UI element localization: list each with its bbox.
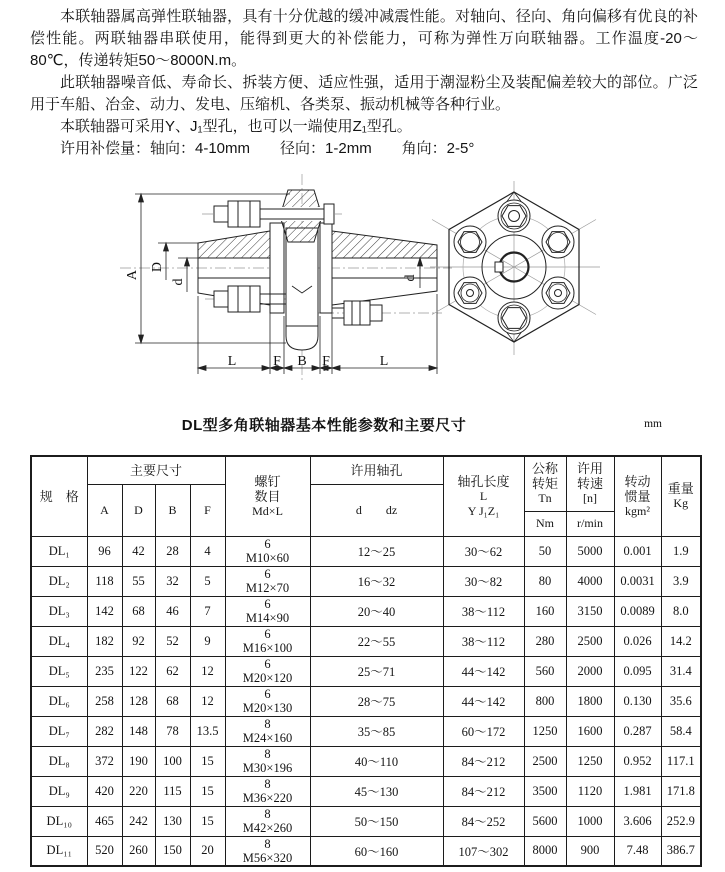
- paragraph-applications: 此联轴器噪音低、寿命长、拆装方便、适应性强，适用于潮湿粉尘及装配偏差较大的部位。广泛用于车船、冶金、动力、发电、压缩机、各类泵、振动机械等各种行业。: [30, 74, 698, 113]
- cell-inertia: 0.095: [614, 656, 661, 686]
- cell-dim-F: 12: [190, 656, 225, 686]
- cell-torque: 3500: [524, 776, 566, 806]
- cell-bore-range: 35～85: [310, 716, 443, 746]
- bolt-lower-right: [542, 277, 574, 309]
- cell-length-range: 60～172: [443, 716, 524, 746]
- cell-dim-F: 12: [190, 686, 225, 716]
- col-header-F: F: [190, 484, 225, 536]
- cell-length-range: 38～112: [443, 596, 524, 626]
- cell-spec: DL₆: [31, 686, 87, 716]
- cell-dim-F: 5: [190, 566, 225, 596]
- cell-inertia: 0.952: [614, 746, 661, 776]
- cell-length-range: 107～302: [443, 836, 524, 866]
- cell-dim-B: 78: [155, 716, 190, 746]
- cell-dim-B: 32: [155, 566, 190, 596]
- cell-dim-B: 52: [155, 626, 190, 656]
- dim-label-d-right: d: [403, 274, 418, 282]
- cell-weight: 252.9: [661, 806, 701, 836]
- cell-bore-range: 25～71: [310, 656, 443, 686]
- cell-dim-D: 92: [122, 626, 155, 656]
- cell-dim-F: 15: [190, 776, 225, 806]
- cell-dim-F: 13.5: [190, 716, 225, 746]
- cell-bore-range: 60～160: [310, 836, 443, 866]
- cell-inertia: 0.0089: [614, 596, 661, 626]
- cell-dim-D: 55: [122, 566, 155, 596]
- table-row: [31, 746, 701, 776]
- cell-torque: 8000: [524, 836, 566, 866]
- table-row: [31, 596, 701, 626]
- coupling-end-view: [430, 181, 600, 355]
- cell-dim-B: 115: [155, 776, 190, 806]
- dim-label-L-right: L: [379, 354, 389, 369]
- bolt-top: [498, 200, 530, 232]
- cell-speed: 1120: [566, 776, 614, 806]
- col-header-inertia: 转动 惯量 kgm²: [614, 456, 661, 536]
- cell-torque: 5600: [524, 806, 566, 836]
- cell-weight: 31.4: [661, 656, 701, 686]
- cell-speed: 2500: [566, 626, 614, 656]
- cell-dim-A: 420: [87, 776, 122, 806]
- cell-dim-D: 190: [122, 746, 155, 776]
- cell-weight: 117.1: [661, 746, 701, 776]
- cell-speed: 5000: [566, 536, 614, 566]
- col-header-torque: 公称 转矩 Tn: [524, 456, 566, 511]
- cell-length-range: 84～212: [443, 746, 524, 776]
- cell-bore-range: 22～55: [310, 626, 443, 656]
- cell-dim-B: 46: [155, 596, 190, 626]
- cell-screws: 6 M12×70: [225, 566, 310, 596]
- cell-spec: DL₁₀: [31, 806, 87, 836]
- cell-bore-range: 45～130: [310, 776, 443, 806]
- cell-weight: 58.4: [661, 716, 701, 746]
- bolt-bottom: [498, 302, 530, 334]
- dim-label-D: D: [150, 261, 165, 273]
- cell-screws: 6 M10×60: [225, 536, 310, 566]
- cell-spec: DL₄: [31, 626, 87, 656]
- cell-dim-B: 130: [155, 806, 190, 836]
- cell-spec: DL₇: [31, 716, 87, 746]
- cell-length-range: 44～142: [443, 656, 524, 686]
- bolt-lower-left: [454, 277, 486, 309]
- cell-dim-A: 142: [87, 596, 122, 626]
- cell-inertia: 3.606: [614, 806, 661, 836]
- bolt-upper-left: [454, 226, 486, 258]
- table-title: DL型多角联轴器基本性能参数和主要尺寸: [181, 417, 467, 434]
- table-row: [31, 626, 701, 656]
- cell-bore-range: 40～110: [310, 746, 443, 776]
- table-body: [31, 536, 701, 866]
- cell-torque: 80: [524, 566, 566, 596]
- col-header-B: B: [155, 484, 190, 536]
- cell-dim-F: 4: [190, 536, 225, 566]
- col-header-bore: 许用轴孔: [310, 456, 443, 484]
- cell-speed: 1800: [566, 686, 614, 716]
- cell-dim-A: 118: [87, 566, 122, 596]
- cell-screws: 6 M20×120: [225, 656, 310, 686]
- cell-dim-D: 148: [122, 716, 155, 746]
- col-header-A: A: [87, 484, 122, 536]
- cell-dim-B: 150: [155, 836, 190, 866]
- cell-weight: 386.7: [661, 836, 701, 866]
- cell-dim-A: 520: [87, 836, 122, 866]
- col-header-bore-length: 轴孔长度 L Y J₁Z₁: [443, 456, 524, 536]
- cell-spec: DL₈: [31, 746, 87, 776]
- cell-torque: 800: [524, 686, 566, 716]
- cell-dim-F: 20: [190, 836, 225, 866]
- cell-dim-D: 220: [122, 776, 155, 806]
- cell-speed: 1000: [566, 806, 614, 836]
- cell-dim-A: 96: [87, 536, 122, 566]
- cell-torque: 2500: [524, 746, 566, 776]
- table-row: [31, 806, 701, 836]
- cell-weight: 8.0: [661, 596, 701, 626]
- cell-dim-F: 15: [190, 746, 225, 776]
- cell-weight: 3.9: [661, 566, 701, 596]
- cell-torque: 1250: [524, 716, 566, 746]
- cell-length-range: 44～142: [443, 686, 524, 716]
- col-header-bore-sub: d dz: [310, 484, 443, 536]
- table-row: [31, 776, 701, 806]
- cell-spec: DL₂: [31, 566, 87, 596]
- col-header-spec: 规 格: [31, 456, 87, 536]
- cell-speed: 1600: [566, 716, 614, 746]
- cell-screws: 6 M16×100: [225, 626, 310, 656]
- cell-inertia: 0.026: [614, 626, 661, 656]
- paragraph-bore-types: 本联轴器可采用Y、J₁型孔，也可以一端使用Z₁型孔。: [60, 118, 412, 135]
- cell-dim-F: 7: [190, 596, 225, 626]
- cell-inertia: 0.001: [614, 536, 661, 566]
- dim-label-B: B: [297, 354, 307, 369]
- cell-dim-B: 62: [155, 656, 190, 686]
- cell-spec: DL₃: [31, 596, 87, 626]
- cell-dim-A: 182: [87, 626, 122, 656]
- table-row: [31, 836, 701, 866]
- dim-label-F-right: F: [322, 354, 330, 369]
- col-header-torque-unit: Nm: [524, 511, 566, 536]
- cell-screws: 8 M24×160: [225, 716, 310, 746]
- cell-dim-B: 28: [155, 536, 190, 566]
- cell-screws: 6 M14×90: [225, 596, 310, 626]
- cell-weight: 35.6: [661, 686, 701, 716]
- cell-dim-D: 242: [122, 806, 155, 836]
- cell-speed: 1250: [566, 746, 614, 776]
- cell-screws: 8 M36×220: [225, 776, 310, 806]
- cell-dim-D: 128: [122, 686, 155, 716]
- cell-inertia: 7.48: [614, 836, 661, 866]
- cell-dim-A: 258: [87, 686, 122, 716]
- table-header: [31, 456, 701, 536]
- cell-dim-B: 100: [155, 746, 190, 776]
- cell-screws: 8 M30×196: [225, 746, 310, 776]
- cell-torque: 160: [524, 596, 566, 626]
- col-header-D: D: [122, 484, 155, 536]
- dim-label-A: A: [125, 269, 140, 281]
- table-title-row: [28, 414, 674, 436]
- cell-spec: DL₉: [31, 776, 87, 806]
- col-header-speed: 许用 转速 [n]: [566, 456, 614, 511]
- col-header-main-dims: 主要尺寸: [87, 456, 225, 484]
- cell-speed: 4000: [566, 566, 614, 596]
- cell-bore-range: 12～25: [310, 536, 443, 566]
- cell-inertia: 0.130: [614, 686, 661, 716]
- cell-bore-range: 20～40: [310, 596, 443, 626]
- parameters-table: [30, 455, 702, 867]
- cell-weight: 171.8: [661, 776, 701, 806]
- cell-torque: 50: [524, 536, 566, 566]
- cell-length-range: 30～82: [443, 566, 524, 596]
- table-row: [31, 536, 701, 566]
- cell-bore-range: 16～32: [310, 566, 443, 596]
- table-row: [31, 716, 701, 746]
- intro-text: [30, 6, 698, 160]
- cell-dim-D: 260: [122, 836, 155, 866]
- cell-torque: 560: [524, 656, 566, 686]
- cell-dim-A: 372: [87, 746, 122, 776]
- cell-dim-A: 465: [87, 806, 122, 836]
- cell-dim-F: 9: [190, 626, 225, 656]
- table-row: [31, 656, 701, 686]
- cell-dim-D: 122: [122, 656, 155, 686]
- cell-inertia: 0.0031: [614, 566, 661, 596]
- cell-length-range: 30～62: [443, 536, 524, 566]
- cell-dim-B: 68: [155, 686, 190, 716]
- cell-torque: 280: [524, 626, 566, 656]
- table-row: [31, 566, 701, 596]
- cell-dim-A: 235: [87, 656, 122, 686]
- cell-screws: 6 M20×130: [225, 686, 310, 716]
- dim-label-F-left: F: [273, 354, 281, 369]
- col-header-weight: 重量 Kg: [661, 456, 701, 536]
- cell-speed: 900: [566, 836, 614, 866]
- cell-screws: 8 M56×320: [225, 836, 310, 866]
- cell-inertia: 1.981: [614, 776, 661, 806]
- cell-dim-F: 15: [190, 806, 225, 836]
- paragraph-compensation: 许用补偿量：轴向：4-10mm 径向：1-2mm 角向：2-5°: [60, 140, 475, 157]
- cell-dim-D: 42: [122, 536, 155, 566]
- cell-dim-D: 68: [122, 596, 155, 626]
- col-header-speed-unit: r/min: [566, 511, 614, 536]
- cell-bore-range: 50～150: [310, 806, 443, 836]
- cell-spec: DL₁: [31, 536, 87, 566]
- cell-spec: DL₁₁: [31, 836, 87, 866]
- cell-speed: 2000: [566, 656, 614, 686]
- cell-speed: 3150: [566, 596, 614, 626]
- col-header-screws: 螺钉 数目 Md×L: [225, 456, 310, 536]
- dim-label-L-left: L: [227, 354, 237, 369]
- cell-weight: 14.2: [661, 626, 701, 656]
- cell-length-range: 84～212: [443, 776, 524, 806]
- cell-length-range: 38～112: [443, 626, 524, 656]
- table-row: [31, 686, 701, 716]
- technical-drawing: [0, 168, 725, 398]
- dim-label-d-left: d: [171, 278, 186, 286]
- cell-length-range: 84～252: [443, 806, 524, 836]
- cell-spec: DL₅: [31, 656, 87, 686]
- cell-bore-range: 28～75: [310, 686, 443, 716]
- cell-inertia: 0.287: [614, 716, 661, 746]
- table-unit-label: mm: [644, 418, 662, 430]
- cell-screws: 8 M42×260: [225, 806, 310, 836]
- bolt-upper-right: [542, 226, 574, 258]
- cell-dim-A: 282: [87, 716, 122, 746]
- paragraph-overview: 本联轴器属高弹性联轴器，具有十分优越的缓冲减震性能。对轴向、径向、角向偏移有优良的补偿性能。两联轴器串联使用，能得到更大的补偿能力，可称为弹性万向联轴器。工作温度-20～80℃，传递转矩50～8000N.m。: [30, 8, 698, 69]
- cell-weight: 1.9: [661, 536, 701, 566]
